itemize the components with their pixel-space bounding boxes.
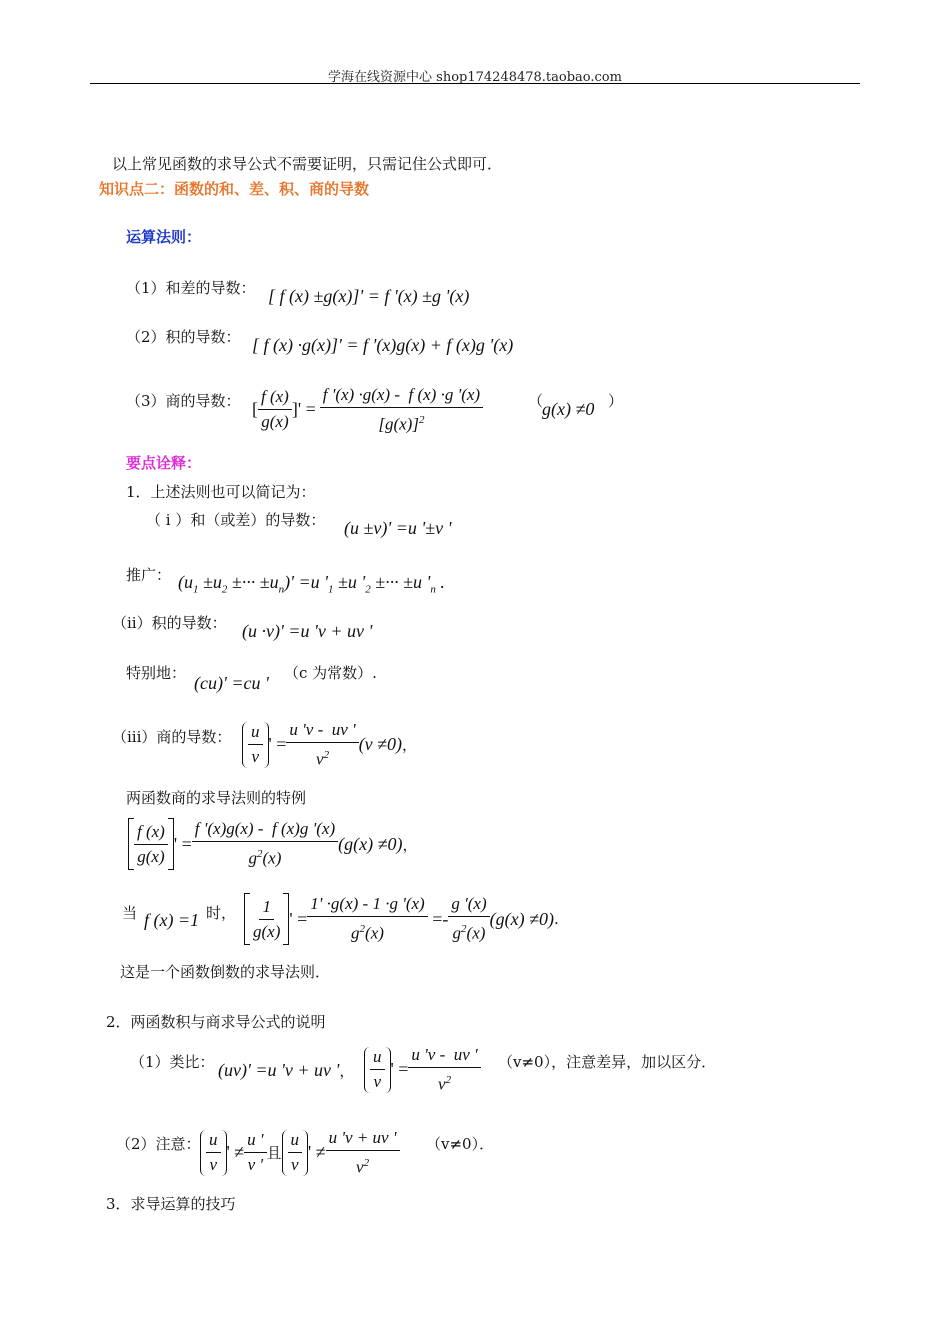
attention-label: （2）注意：	[116, 1135, 201, 1153]
note2-text: 2．两函数积与商求导公式的说明	[106, 1013, 326, 1031]
special-formula: (cu)' =cu '	[194, 673, 269, 693]
reciprocal-note: 这是一个函数倒数的求导法则．	[120, 963, 331, 981]
ii-label: （ii）积的导数：	[112, 614, 227, 632]
header-divider	[90, 83, 860, 84]
iii-formula: $\frac{u}{v}$ ' = $\frac{u 'v - uv '}{v^2}$ (v ≠0) ，	[242, 720, 417, 770]
special-note: （c 为常数）.	[284, 664, 377, 682]
rule1-label: （1）和差的导数：	[126, 279, 256, 297]
generalize-formula: ($u_1 \pm u_2$ ±··· $\pm u_n)' =u$ '$_1 \pm u$ '$_2$ ±··· ±u '$_n$ .	[178, 572, 445, 596]
when-label: 当	[122, 904, 138, 922]
note1-text: 1．上述法则也可以简记为：	[126, 483, 316, 501]
note3-text: 3．求导运算的技巧	[106, 1195, 236, 1213]
rule3-label: （3）商的导数：	[126, 392, 241, 410]
two-func-label: 两函数商的求导法则的特例	[126, 789, 307, 807]
rule1-formula: [ f (x) ±g(x)]' = f '(x) ±g '(x)	[268, 286, 470, 306]
analogy-cond: （v≠0），注意差异，加以区分．	[498, 1053, 717, 1071]
special-label: 特别地：	[126, 664, 187, 682]
rule2-label: （2）积的导数：	[126, 328, 241, 346]
page-header: 学海在线资源中心 shop174248478.taobao.com	[328, 70, 622, 85]
attention-cond: （v≠0）．	[426, 1135, 495, 1153]
iii-label: （iii）商的导数：	[112, 728, 232, 746]
i-label: （ i ）和（或差）的导数：	[146, 511, 326, 529]
notes-title: 要点诠释：	[126, 454, 202, 472]
rule3-cond-close: ）	[608, 392, 624, 410]
i-formula: (u ±v)' =u '±v '	[344, 518, 452, 538]
reciprocal-formula: $\frac{1}{g(x)}$ ' = $\frac{1' \cdot g(x) - 1 \cdot g '(x)}{g^2(x)}$ =- $\frac{g '(x)}{g^2(x)}$ (g(x) ≠0) .	[244, 893, 559, 945]
rule3-cond-open: （	[528, 392, 544, 410]
analogy-formula1: (uv)' =u 'v + uv '，	[218, 1060, 355, 1080]
generalize-label: 推广：	[126, 566, 172, 584]
rules-title: 运算法则：	[126, 228, 202, 246]
section-title: 知识点二：函数的和、差、积、商的导数	[99, 180, 370, 198]
when-time: 时，	[206, 904, 237, 922]
two-func-formula: $\frac{f (x)}{g(x)}$ ' = $\frac{f '(x)g(x) - f (x)g '(x)}{g^2(x)}$ (g(x) ≠0) ，	[128, 818, 417, 870]
attention-formula: $\frac{u}{v}$ ' ≠ $\frac{u '}{v '}$ 且 $\frac{u}{v}$ ' ≠ $\frac{u 'v + uv '}{v^2}$	[200, 1128, 400, 1178]
rule2-formula: [ f (x) ·g(x)]' = f '(x)g(x) + f (x)g '(x)	[252, 335, 514, 355]
analogy-formula2: $\frac{u}{v}$ ' = $\frac{u 'v - uv '}{v^2}$	[364, 1045, 481, 1095]
intro-text: 以上常见函数的求导公式不需要证明，只需记住公式即可．	[112, 155, 503, 173]
analogy-label: （1）类比：	[130, 1053, 215, 1071]
rule3-cond: g(x) ≠0	[542, 399, 595, 419]
rule3-formula: [ $\frac{f (x)}{g(x)}$ ]' = $\frac{f '(x) \cdot g(x) - f (x) \cdot g '(x)}{[g(x)]^2}$	[252, 385, 483, 435]
attention-and: 且	[266, 1144, 282, 1163]
ii-formula: (u ·v)' =u 'v + uv '	[242, 621, 373, 641]
when-cond: f (x) =1	[144, 910, 200, 930]
